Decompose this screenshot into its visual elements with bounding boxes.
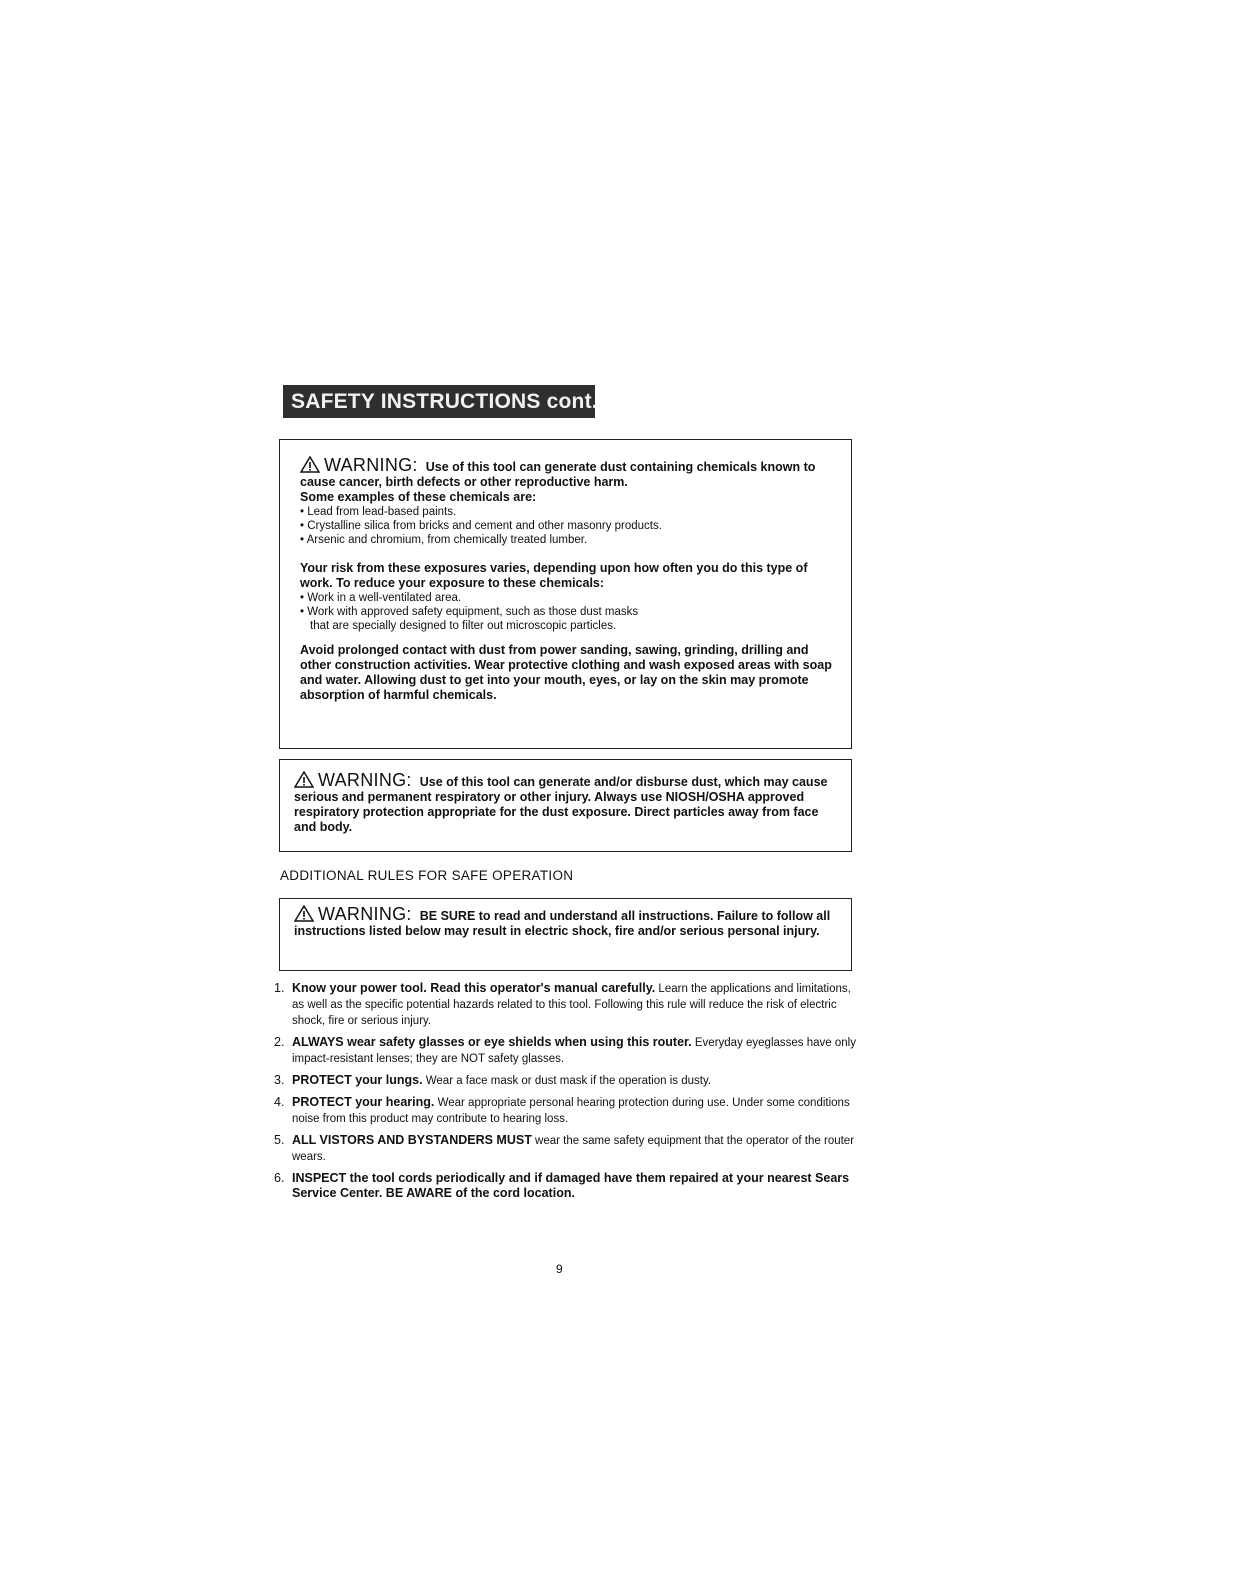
warning-box-instructions xyxy=(279,898,852,971)
banner-title: SAFETY INSTRUCTIONS cont. xyxy=(291,389,598,413)
rules-list xyxy=(274,981,864,1208)
instructions-warning-text: BE SURE to read and understand all instructions. Failure to follow all instructions listed below may result in electric shock, fire and/or serious personal injury. xyxy=(294,909,831,938)
rule-text: Learn the applications and limitations, as well as the specific potential hazards related to this tool. Following this rule will reduce the risk of electric shock, fire or serious injury. xyxy=(292,983,851,1027)
rule-item xyxy=(274,1035,864,1067)
dust-warning-text: Use of this tool can generate and/or disburse dust, which may cause serious and permanent respiratory or other injury. Always use NIOSH/OSHA approved respiratory protection appropriate for the dust exposure. Direct particles away from face and body. xyxy=(294,775,828,834)
rule-text: Wear appropriate personal hearing protection during use. Under some conditions noise from this product may contribute to hearing loss. xyxy=(292,1097,850,1125)
rule-item xyxy=(274,1133,864,1165)
rule-item xyxy=(274,981,864,1029)
warning-triangle-icon xyxy=(294,771,314,788)
rule-number: 3. xyxy=(274,1073,285,1087)
rule-number: 2. xyxy=(274,1035,285,1049)
rule-bold: PROTECT your hearing. xyxy=(292,1095,435,1109)
rule-bold: ALWAYS wear safety glasses or eye shields when using this router. xyxy=(292,1035,692,1049)
risk-item-continued: that are specially designed to filter out microscopic particles. xyxy=(310,620,617,632)
warning-triangle-icon xyxy=(294,905,314,922)
avoid-paragraph: Avoid prolonged contact with dust from power sanding, sawing, grinding, drilling and other construction activities. Wear protective clothing and wash exposed areas with soap and water. Allowing dust to get into your mouth, eyes, or lay on the skin may promote absorption of harmful chemicals. xyxy=(300,643,832,702)
rules-heading: ADDITIONAL RULES FOR SAFE OPERATION xyxy=(280,868,574,883)
rule-bold: Know your power tool. Read this operator's manual carefully. xyxy=(292,981,656,995)
rule-text: Everyday eyeglasses have only impact-resistant lenses; they are NOT safety glasses. xyxy=(292,1037,856,1065)
risk-paragraph: Your risk from these exposures varies, depending upon how often you do this type of work. To reduce your exposure to these chemicals: xyxy=(300,561,808,590)
example-item: • Crystalline silica from bricks and cement and other masonry products. xyxy=(300,520,662,532)
example-item: • Lead from lead-based paints. xyxy=(300,506,457,518)
risk-item: • Work with approved safety equipment, such as those dust masks xyxy=(300,606,639,618)
rule-bold: INSPECT the tool cords periodically and if damaged have them repaired at your nearest Sears Service Center. BE AWARE of the cord location. xyxy=(292,1171,850,1200)
rule-item xyxy=(274,1095,864,1127)
warning-triangle-icon xyxy=(300,456,320,473)
warning-heading xyxy=(300,456,833,490)
risk-item: • Work in a well-ventilated area. xyxy=(300,592,462,604)
warning-box-dust xyxy=(279,759,852,852)
rule-number: 1. xyxy=(274,981,285,995)
section-banner xyxy=(283,385,598,418)
rule-number: 5. xyxy=(274,1133,285,1147)
example-item: • Arsenic and chromium, from chemically treated lumber. xyxy=(300,534,588,546)
rule-item xyxy=(274,1171,864,1202)
page-number: 9 xyxy=(556,1262,563,1276)
warning-box-chemicals xyxy=(279,439,852,749)
rule-text: wear the same safety equipment that the operator of the router wears. xyxy=(292,1135,855,1163)
warning-label: WARNING: xyxy=(318,904,412,924)
rule-item xyxy=(274,1073,864,1089)
rule-bold: PROTECT your lungs. xyxy=(292,1073,423,1087)
warning-label: WARNING: xyxy=(318,770,412,790)
rule-number: 6. xyxy=(274,1171,285,1185)
rule-bold: ALL VISTORS AND BYSTANDERS MUST xyxy=(292,1133,532,1147)
warning-label: WARNING: xyxy=(324,455,418,475)
examples-heading: Some examples of these chemicals are: xyxy=(300,490,537,504)
rule-number: 4. xyxy=(274,1095,285,1109)
warning-intro: Use of this tool can generate dust containing chemicals known to cause cancer, birth defects or other reproductive harm. xyxy=(300,460,816,489)
rule-text: Wear a face mask or dust mask if the operation is dusty. xyxy=(422,1075,712,1087)
